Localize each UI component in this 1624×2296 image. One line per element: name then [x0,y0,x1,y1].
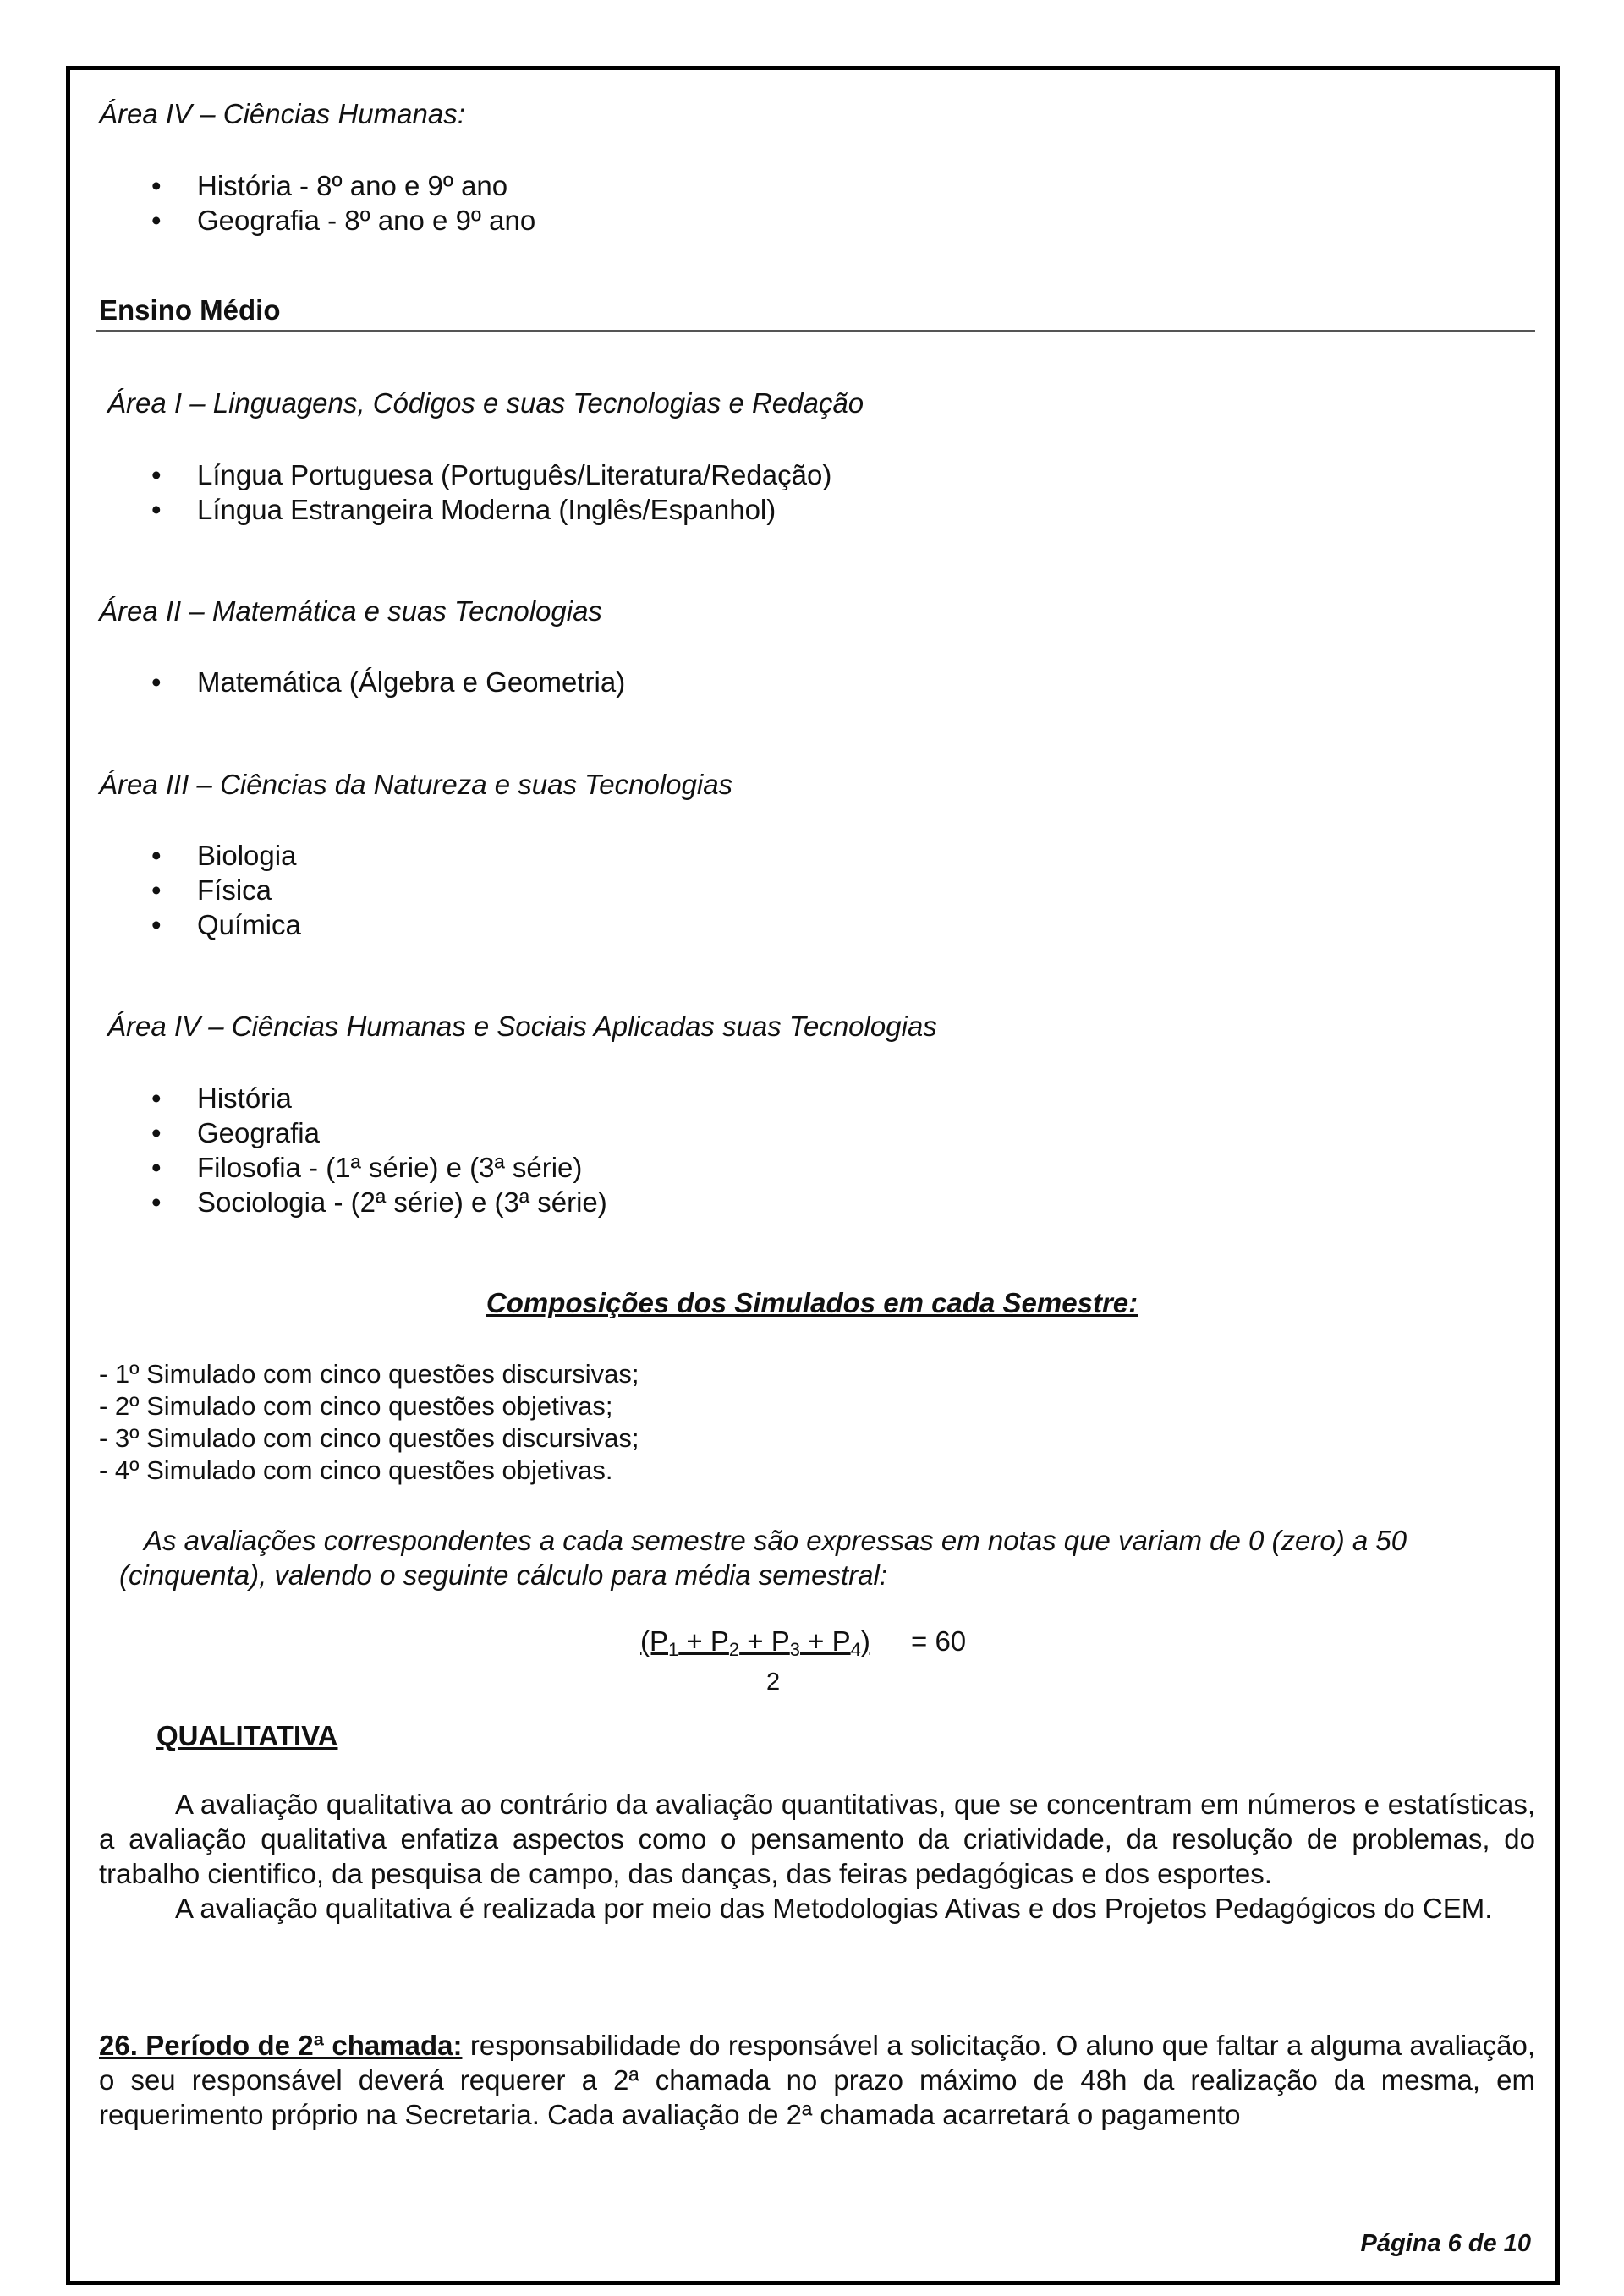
simulado-line: - 2º Simulado com cinco questões objetivas; [99,1391,613,1421]
simulado-line: - 1º Simulado com cinco questões discursivas; [99,1359,639,1389]
list-item: • Sociologia - (2ª série) e (3ª série) [99,1185,607,1219]
list-item: • Língua Portuguesa (Português/Literatura/Redação) [99,458,831,492]
simulado-line: - 4º Simulado com cinco questões objetivas. [99,1455,613,1485]
list-item: • Geografia [99,1115,607,1150]
list-item: • História [99,1081,607,1115]
formula-denominator: 2 [766,1669,781,1696]
formula-numerator: $(P_1 + P_2 + P_3 + P_4)$ [640,1625,870,1660]
section-26 [99,2028,1535,2132]
area-i-title: Área I – Linguagens, Códigos e suas Tecnologias e Redação [107,387,864,419]
formula-result: = 60 [911,1625,967,1657]
list-item: • Química [99,907,301,942]
qualitativa-paragraph: A avaliação qualitativa é realizada por meio das Metodologias Ativas e dos Projetos Pedagógicos do CEM. [175,1893,1493,1924]
simulados-heading: Composições dos Simulados em cada Semestre: [486,1287,1138,1318]
area-iii-title: Área III – Ciências da Natureza e suas Tecnologias [99,769,733,800]
area-iv-title: Área IV – Ciências Humanas e Sociais Aplicadas suas Tecnologias [107,1011,937,1042]
list-item: • Língua Estrangeira Moderna (Inglês/Espanhol) [99,492,831,527]
qualitativa-paragraph: A avaliação qualitativa ao contrário da avaliação quantitativas, que se concentram em números e estatísticas, a avaliação qualitativa enfatiza aspectos como o pensamento da criatividade, da resolução de problemas, do trabalho cientifico, da pesquisa de campo, das danças, das feiras pedagógicas e dos esportes. [99,1789,1535,1889]
area-iv-list [99,1081,607,1219]
page-number: Página 6 de 10 [1360,2230,1531,2257]
section-26-heading: 26. Período de 2ª chamada: [99,2030,463,2061]
qualitativa-heading: QUALITATIVA [156,1720,338,1751]
area-iv-fund-title: Área IV – Ciências Humanas: [99,98,465,129]
simulados-paragraph-line1: As avaliações correspondentes a cada semestre são expressas em notas que variam de 0 (zero) a 50 [144,1525,1407,1556]
area-i-list [99,458,831,527]
ensino-medio-heading: Ensino Médio [99,294,281,326]
area-iii-list [99,838,301,942]
area-ii-title: Área II – Matemática e suas Tecnologias [99,595,602,627]
section-26-text: responsabilidade do responsável a solicitação. O aluno que faltar a alguma avaliação, o seu responsável deverá requerer a 2ª chamada no prazo máximo de 48h da realização da mesma, em requerimento próprio na Secretaria. Cada avaliação de 2ª chamada acarretará o pagamento [99,2030,1535,2130]
section-divider [96,330,1535,332]
list-item: • História - 8º ano e 9º ano [99,168,535,203]
qualitativa-body [99,1787,1535,1926]
area-ii-list [99,665,625,699]
simulados-paragraph-line2: (cinquenta), valendo o seguinte cálculo para média semestral: [119,1559,888,1591]
list-item: • Matemática (Álgebra e Geometria) [99,665,625,699]
list-item: • Biologia [99,838,301,873]
list-item: • Geografia - 8º ano e 9º ano [99,203,535,238]
list-item: • Física [99,873,301,907]
area-iv-fund-list [99,168,535,238]
simulado-line: - 3º Simulado com cinco questões discursivas; [99,1423,639,1453]
list-item: • Filosofia - (1ª série) e (3ª série) [99,1150,607,1185]
